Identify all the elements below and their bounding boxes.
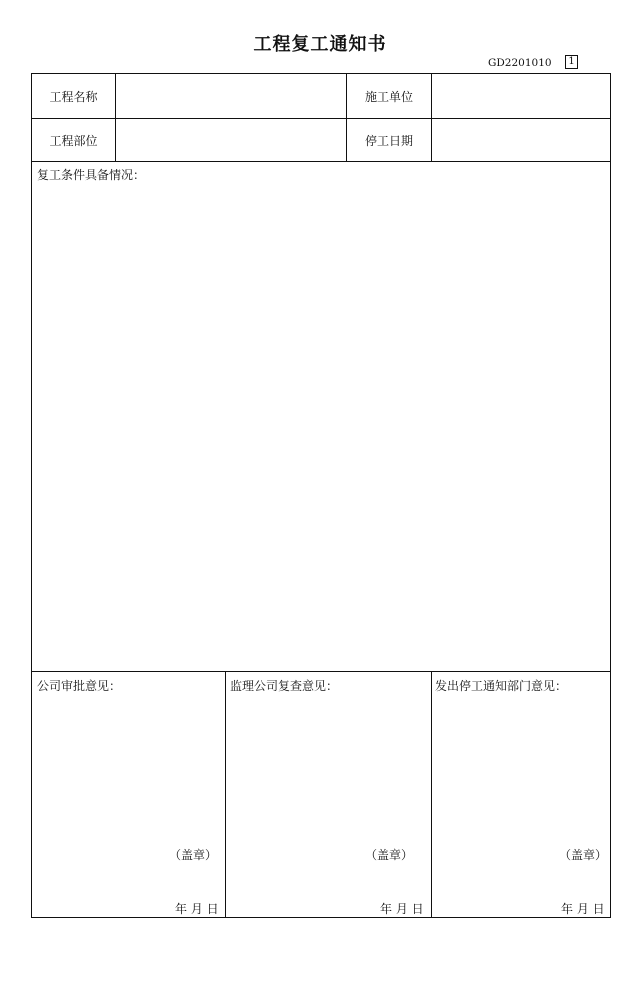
project-name-field[interactable]	[116, 74, 346, 118]
notice-form	[31, 73, 611, 918]
supervisor-date-label: 年 月 日	[380, 902, 424, 916]
supervisor-review-label: 监理公司复查意见：	[230, 679, 339, 693]
project-section-field[interactable]	[116, 119, 346, 161]
issuing-dept-opinion-label: 发出停工通知部门意见：	[435, 679, 568, 693]
document-code: GD2201010	[488, 57, 552, 69]
stop-date-label: 停工日期	[364, 133, 413, 148]
project-name-label: 工程名称	[49, 89, 98, 104]
project-section-label: 工程部位	[49, 133, 98, 148]
approval-divider-1	[225, 671, 226, 917]
row-divider-3	[32, 671, 610, 672]
resume-conditions-label: 复工条件具备情况：	[37, 168, 146, 182]
issuing-dept-seal-label: （盖章）	[559, 848, 608, 862]
company-seal-label: （盖章）	[169, 848, 218, 862]
page-number-box: 1	[565, 55, 578, 69]
issuing-dept-date-label: 年 月 日	[561, 902, 605, 916]
stop-date-field[interactable]	[432, 119, 610, 161]
company-date-label: 年 月 日	[175, 902, 219, 916]
document-title: 工程复工通知书	[253, 34, 387, 55]
contractor-field[interactable]	[432, 74, 610, 118]
row-divider-2	[32, 161, 610, 162]
supervisor-seal-label: （盖章）	[365, 848, 414, 862]
contractor-label: 施工单位	[364, 89, 413, 104]
company-approval-label: 公司审批意见：	[37, 679, 122, 693]
approval-divider-2	[431, 671, 432, 917]
